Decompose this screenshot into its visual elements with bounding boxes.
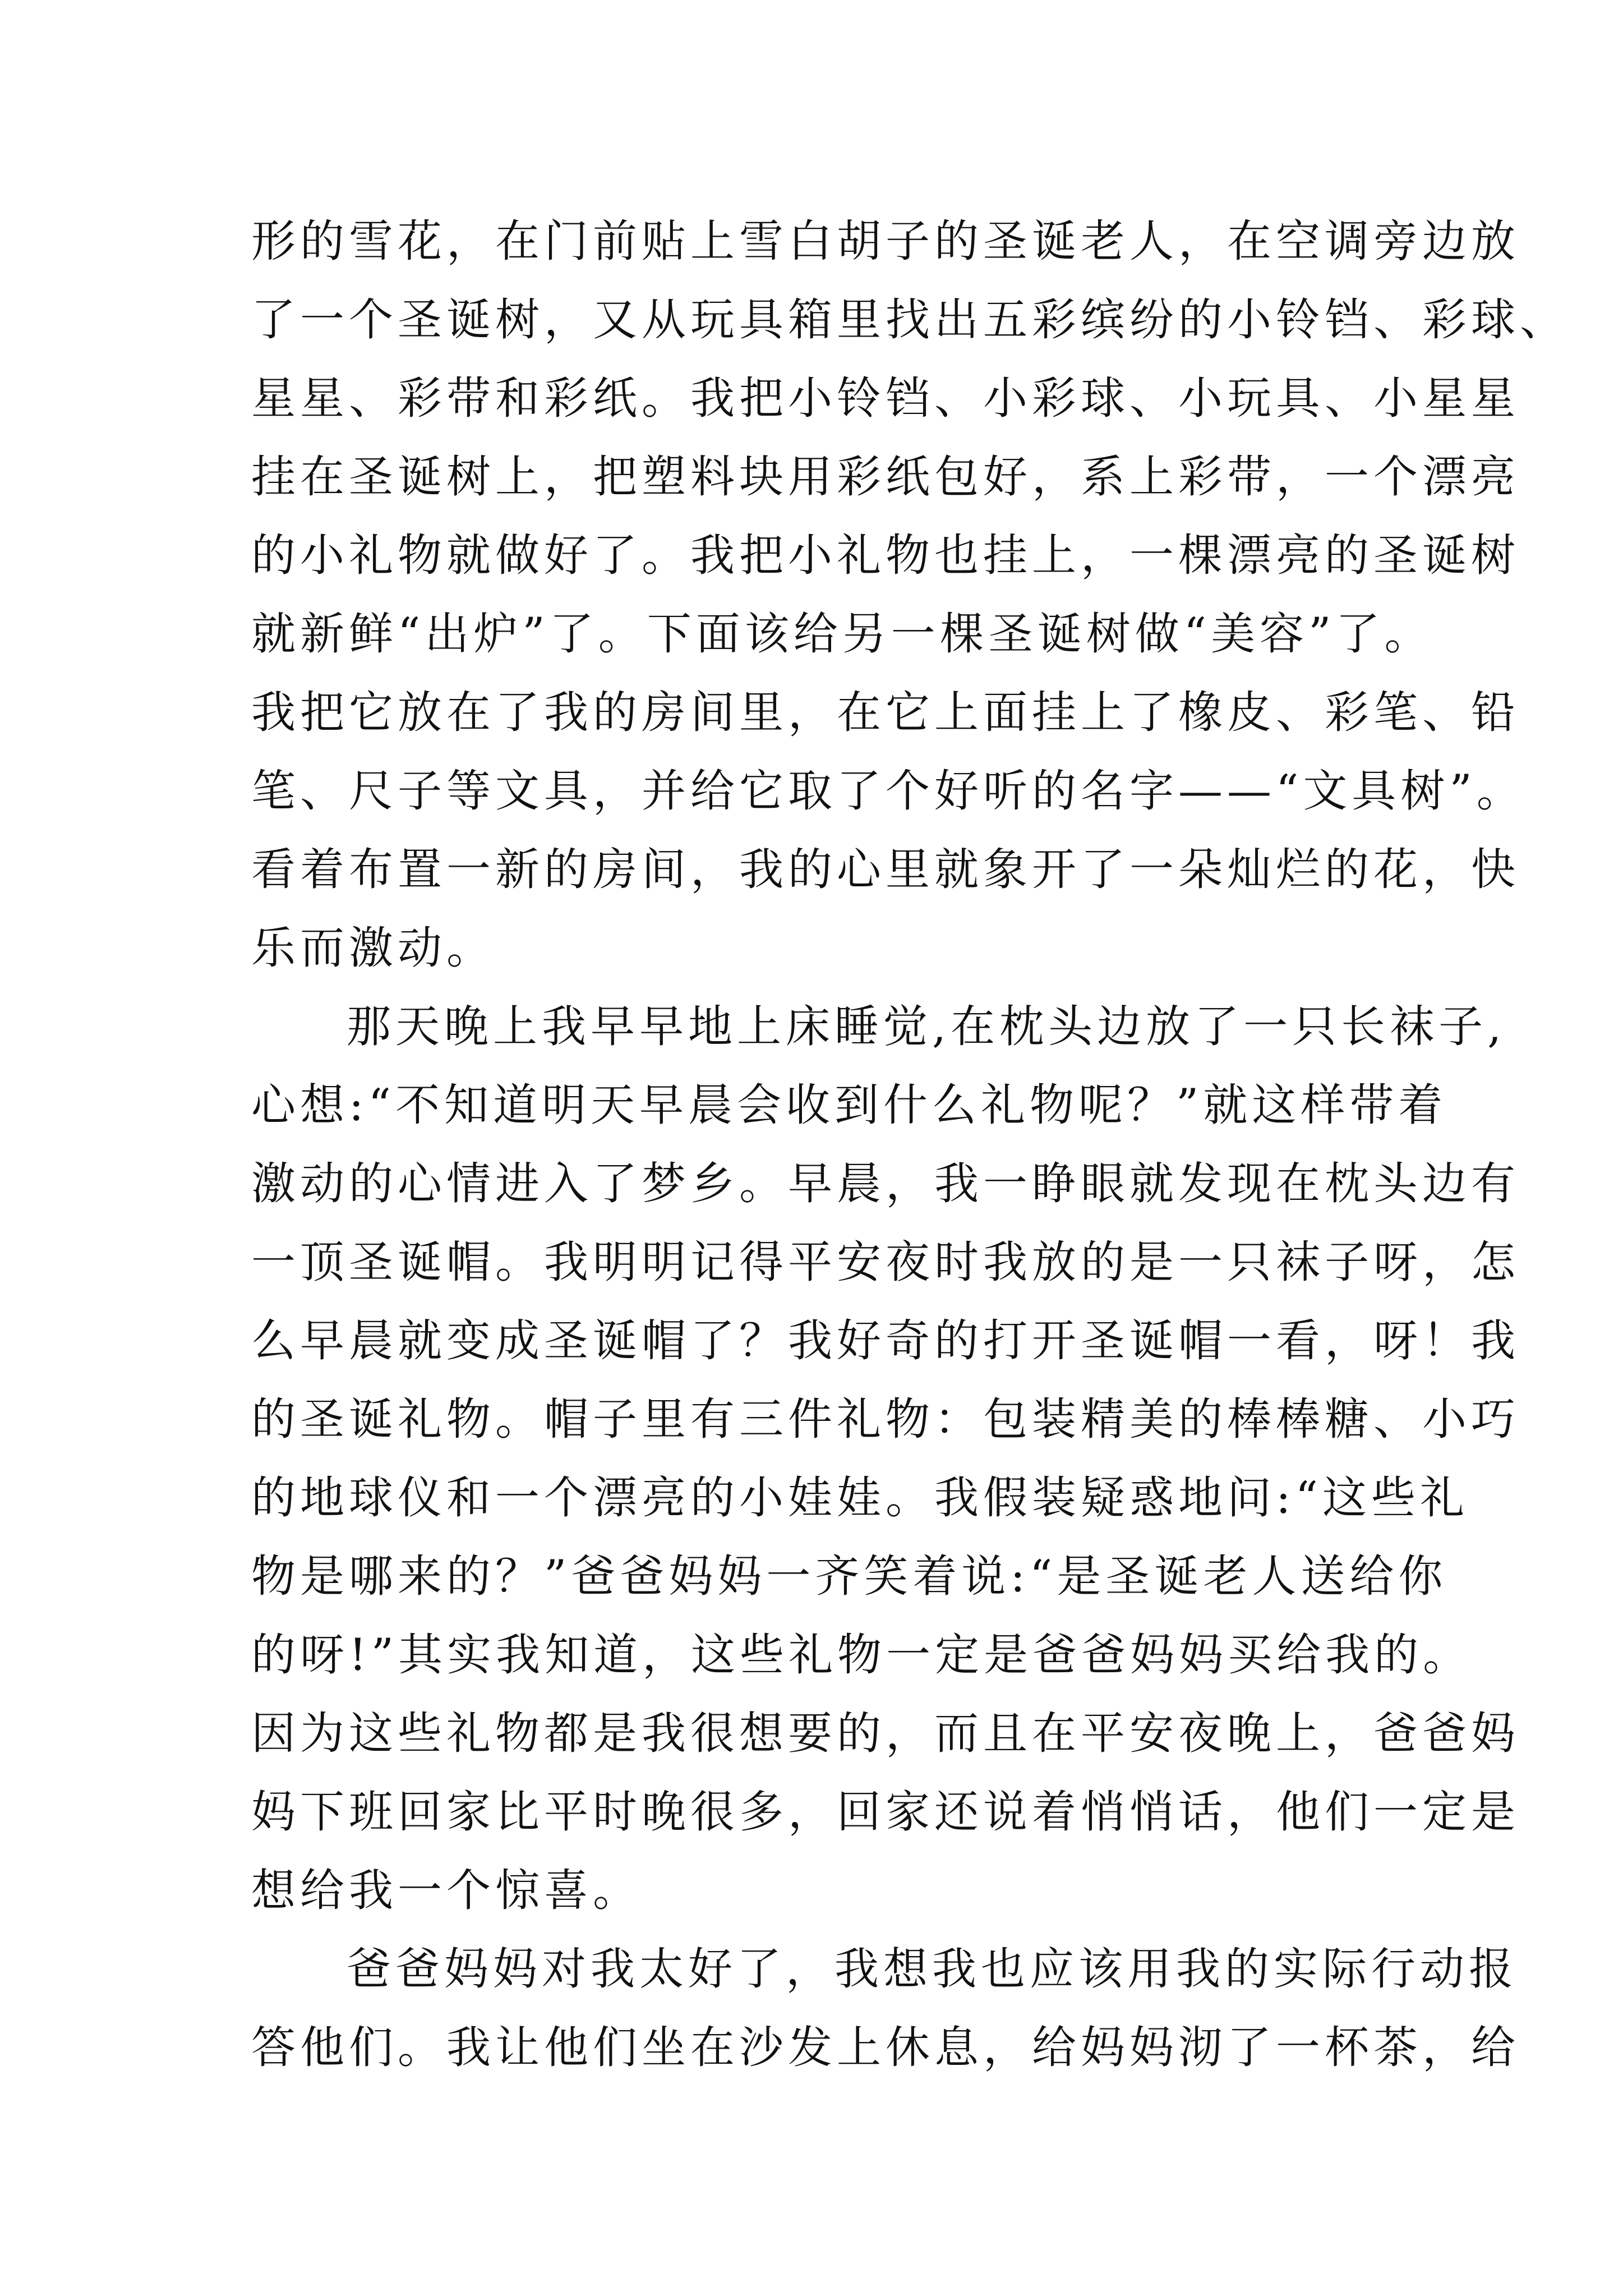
text-line: 乐而激动。 (251, 922, 495, 974)
text-line: 了一个圣诞树，又从玩具箱里找出五彩缤纷的小铃铛、彩球、 (251, 294, 1569, 346)
paragraph-start-line: 爸爸妈妈对我太好了，我想我也应该用我的实际行动报 (347, 1943, 1518, 1995)
text-line: 的呀!”其实我知道，这些礼物一定是爸爸妈妈买给我的。 (251, 1629, 1472, 1681)
text-line: 的圣诞礼物。帽子里有三件礼物：包装精美的棒棒糖、小巧 (251, 1393, 1520, 1445)
text-line: 心想:“不知道明天早晨会收到什么礼物呢？”就这样带着 (251, 1079, 1447, 1131)
text-line: 就新鲜“出炉”了。下面该给另一棵圣诞树做“美容”了。 (251, 608, 1433, 660)
text-line: 我把它放在了我的房间里，在它上面挂上了橡皮、彩笔、铅 (251, 687, 1520, 738)
paragraph-start-line: 那天晚上我早早地上床睡觉,在枕头边放了一只长袜子, (347, 1001, 1506, 1052)
text-line: 形的雪花，在门前贴上雪白胡子的圣诞老人，在空调旁边放 (251, 215, 1520, 267)
text-line: 的地球仪和一个漂亮的小娃娃。我假装疑惑地问:“这些礼 (251, 1472, 1469, 1524)
text-line: 物是哪来的？”爸爸妈妈一齐笑着说:“是圣诞老人送给你 (251, 1550, 1447, 1602)
text-line: 的小礼物就做好了。我把小礼物也挂上，一棵漂亮的圣诞树 (251, 530, 1520, 581)
text-line: 答他们。我让他们坐在沙发上休息，给妈妈沏了一杯茶，给 (251, 2022, 1520, 2073)
text-line: 激动的心情进入了梦乡。早晨，我一睁眼就发现在枕头边有 (251, 1158, 1520, 1209)
text-line: 星星、彩带和彩纸。我把小铃铛、小彩球、小玩具、小星星 (251, 372, 1520, 424)
text-line: 一顶圣诞帽。我明明记得平安夜时我放的是一只袜子呀，怎 (251, 1236, 1520, 1288)
text-line: 想给我一个惊喜。 (251, 1865, 642, 1916)
text-line: 笔、尺子等文具，并给它取了个好听的名字——“文具树”。 (251, 765, 1525, 817)
text-line: 看着布置一新的房间，我的心里就象开了一朵灿烂的花，快 (251, 844, 1520, 895)
text-line: 妈下班回家比平时晚很多，回家还说着悄悄话，他们一定是 (251, 1786, 1520, 1838)
text-line: 么早晨就变成圣诞帽了？我好奇的打开圣诞帽一看，呀！我 (251, 1315, 1520, 1366)
text-line: 因为这些礼物都是我很想要的，而且在平安夜晚上，爸爸妈 (251, 1708, 1520, 1759)
text-line: 挂在圣诞树上，把塑料块用彩纸包好，系上彩带，一个漂亮 (251, 451, 1520, 503)
document-page (251, 202, 1569, 2087)
